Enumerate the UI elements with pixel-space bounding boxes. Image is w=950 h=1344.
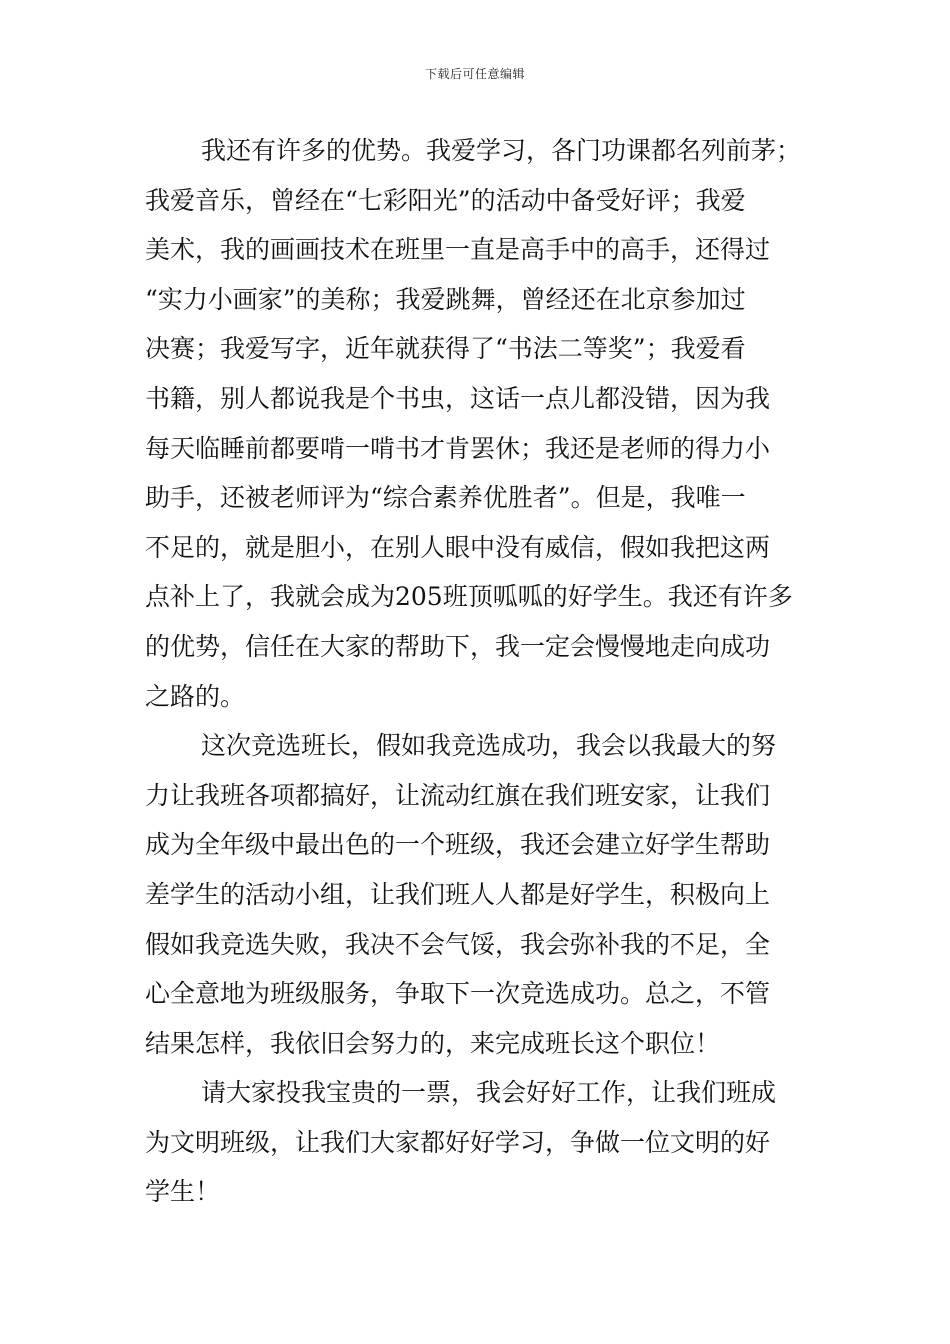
text-line: 心全意地为班级服务，争取下一次竞选成功。总之，不管 [145,979,771,1009]
text-line: 之路的。 [145,681,246,711]
text-line: 成为全年级中最出色的一个班级，我还会建立好学生帮助 [145,830,771,860]
text-line: 不足的，就是胆小，在别人眼中没有威信，假如我把这两 [145,532,771,562]
paragraph-2 [145,721,815,1068]
text-line: 我还有许多的优势。我爱学习，各门功课都名列前茅； [201,136,802,165]
text-line: 学生！ [145,1177,221,1207]
document-body [145,126,815,1217]
text-line: 请大家投我宝贵的一票，我会好好工作，让我们班成 [201,1078,777,1108]
text-line: 假如我竞选失败，我决不会气馁，我会弥补我的不足，全 [145,929,771,959]
text-line: 差学生的活动小组，让我们班人人都是好学生，积极向上 [145,879,771,909]
text-line: 为文明班级，让我们大家都好好学习，争做一位文明的好 [145,1127,771,1157]
text-line: 这次竞选班长，假如我竞选成功，我会以我最大的努 [201,731,777,761]
paragraph-3 [145,1068,815,1217]
text-line: 美术，我的画画技术在班里一直是高手中的高手，还得过 [145,235,771,265]
text-line: 点补上了，我就会成为205班顶呱呱的好学生。我还有许多 [145,582,793,612]
text-line: 我爱音乐，曾经在“七彩阳光”的活动中备受好评；我爱 [145,185,746,215]
page-header: 下载后可任意编辑 [424,67,525,81]
text-line: 每天临睡前都要啃一啃书才肯罢休；我还是老师的得力小 [145,433,771,463]
text-line: 的优势，信任在大家的帮助下，我一定会慢慢地走向成功 [145,631,771,661]
text-line: 助手，还被老师评为“综合素养优胜者”。但是，我唯一 [145,483,746,513]
text-line: 力让我班各项都搞好，让流动红旗在我们班安家，让我们 [145,780,771,810]
text-line: “实力小画家”的美称；我爱跳舞，曾经还在北京参加过 [145,284,746,314]
text-line: 决赛；我爱写字，近年就获得了“书法二等奖”；我爱看 [145,334,746,364]
text-line: 书籍，别人都说我是个书虫，这话一点儿都没错，因为我 [145,383,771,413]
paragraph-1 [145,126,815,721]
text-line: 结果怎样，我依旧会努力的，来完成班长这个职位！ [145,1028,721,1058]
